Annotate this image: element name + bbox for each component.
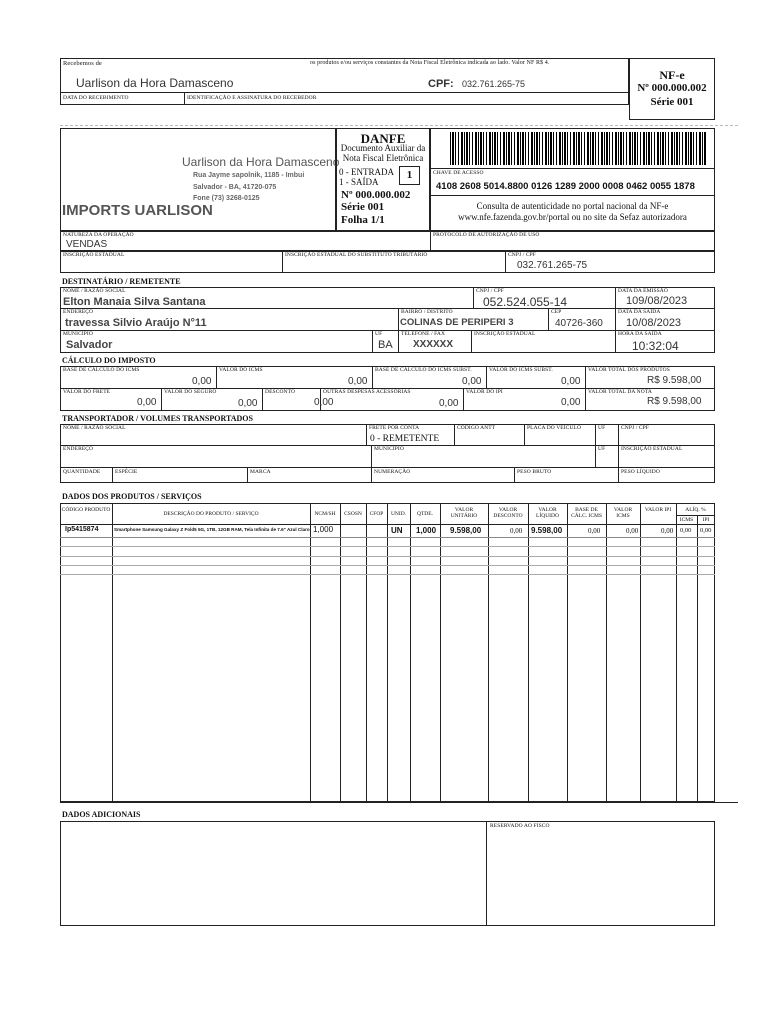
protocolo-label: PROTOCOLO DE AUTORIZAÇÃO DE USO [433, 232, 540, 238]
dest-cnpj: 052.524.055-14 [483, 295, 568, 309]
dest-emissao: 109/08/2023 [626, 295, 688, 307]
row-base: 0,00 [588, 527, 601, 535]
emit-cnpj-label: CNPJ / CPF [508, 252, 536, 258]
th-base: BASE DE CÁLC. ICMS [571, 507, 602, 519]
row-aliq-ipi: 0,00 [700, 527, 712, 534]
th-descricao: DESCRIÇÃO DO PRODUTO / SERVIÇO [163, 511, 259, 517]
th-ipi: VALOR IPI [644, 507, 672, 513]
transp-endereco-label: ENDEREÇO [63, 446, 94, 452]
base-st: 0,00 [462, 376, 482, 387]
th-aliq: ALÍQ. % [685, 507, 706, 513]
base-icms: 0,00 [192, 376, 212, 387]
ie-label: INSCRIÇÃO ESTADUAL [63, 252, 125, 258]
dest-hora: 10:32:04 [632, 339, 679, 353]
th-icms: VALOR ICMS [613, 507, 633, 519]
dest-hora-label: HORA DA SAÍDA [618, 331, 662, 337]
dest-uf-label: UF [375, 331, 383, 337]
transp-nome-label: NOME / RAZÃO SOCIAL [63, 425, 126, 431]
danfe-subtitle2: Nota Fiscal Eletrônica [342, 153, 424, 163]
th-aliq-icms: ICMS [679, 517, 694, 523]
outras-label: OUTRAS DESPESAS ACESSÓRIAS [323, 389, 411, 395]
adicionais-box [60, 821, 715, 926]
marca-label: MARCA [250, 469, 271, 475]
canhoto-nfe-title: NF-e [659, 68, 685, 82]
transp-antt-label: CÓDIGO ANTT [457, 425, 496, 431]
ie-st-label: INSCRIÇÃO ESTADUAL DO SUBSTITUTO TRIBUTÁRIO [285, 252, 428, 258]
dest-nome: Elton Manaia Silva Santana [63, 296, 206, 308]
imposto-section: CÁLCULO DO IMPOSTO [62, 356, 156, 365]
produtos-section: DADOS DOS PRODUTOS / SERVIÇOS [62, 492, 202, 501]
row-unitario: 9.598,00 [450, 526, 482, 535]
dest-cep-label: CEP [551, 309, 562, 315]
reservado-label: RESERVADO AO FISCO [490, 823, 550, 829]
dest-telefone: XXXXXX [413, 339, 454, 350]
chave-label: CHAVE DE ACESSO [433, 170, 484, 176]
emitente-endereco: Rua Jayme sapolnik, 1185 - Imbui [193, 172, 305, 179]
emitente-cidade: Salvador - BA, 41720-075 [193, 184, 277, 191]
valor-icms: 0,00 [348, 376, 368, 387]
total-produtos-label: VALOR TOTAL DOS PRODUTOS [588, 367, 670, 373]
frete: 0,00 [137, 397, 157, 408]
dest-endereco-label: ENDEREÇO [63, 309, 94, 315]
recebemos-text: os produtos e/ou serviços constantes da Nota Fiscal Eletrônica indicada ao lado. Valor NF R$ 4. [310, 60, 550, 66]
transp-cnpj-label: CNPJ / CPF [621, 425, 649, 431]
dest-cnpj-label: CNPJ / CPF [476, 288, 504, 294]
dest-cep: 40726-360 [555, 318, 603, 329]
desconto-label: DESCONTO [265, 389, 296, 395]
total-nota: R$ 9.598,00 [647, 396, 702, 407]
row-aliq-icms: 0,00 [680, 527, 692, 534]
danfe-entrada: 0 - ENTRADA [339, 167, 394, 177]
outras: 0,00 [439, 398, 459, 409]
peso-liquido-label: PESO LÍQUIDO [621, 469, 660, 475]
dest-emissao-label: DATA DA EMISSÃO [618, 288, 668, 294]
dest-municipio: Salvador [66, 339, 113, 351]
natureza-row [60, 231, 715, 251]
natureza-value: VENDAS [66, 239, 108, 250]
dest-ie-label: INSCRIÇÃO ESTADUAL [474, 331, 536, 337]
emitente-nome: Uarlison da Hora Damasceno [182, 155, 340, 169]
transp-uf-label: UF [598, 425, 606, 431]
row-ipi: 0,00 [661, 527, 674, 535]
qtd-label: QUANTIDADE [63, 469, 101, 475]
row-unid: UN [391, 526, 403, 535]
transp-frete-label: FRETE POR CONTA [369, 425, 420, 431]
destinatario-section: DESTINATÁRIO / REMETENTE [62, 277, 181, 286]
dest-saida: 10/08/2023 [626, 317, 682, 329]
especie-label: ESPÉCIE [115, 469, 138, 475]
ipi: 0,00 [561, 397, 581, 408]
row-liquido: 9.598,00 [531, 526, 563, 535]
total-nota-label: VALOR TOTAL DA NOTA [588, 389, 652, 395]
dest-endereco: travessa Silvio Araújo N°11 [65, 317, 207, 329]
row-qtde: 1,000 [416, 526, 437, 535]
peso-bruto-label: PESO BRUTO [517, 469, 552, 475]
row-codigo: Ip5415874 [65, 526, 99, 533]
emit-cnpj-value: 032.761.265-75 [517, 260, 588, 271]
data-recebimento-label: DATA DO RECEBIMENTO [63, 95, 129, 101]
dest-uf: BA [378, 339, 393, 351]
th-qtde: QTDE. [416, 511, 434, 517]
th-aliq-ipi: IPI [702, 517, 710, 523]
row-desconto: 0,00 [510, 527, 523, 535]
th-cfop: CFOP [369, 511, 384, 517]
seguro: 0,00 [238, 398, 258, 409]
desconto: 0,00 [314, 397, 334, 408]
consulta-line1: Consulta de autenticidade no portal nacional da NF-e [476, 201, 669, 211]
ipi-label: VALOR DO IPI [466, 389, 503, 395]
danfe-subtitle1: Documento Auxiliar da [340, 143, 426, 153]
frete-label: VALOR DO FRETE [63, 389, 111, 395]
transp-frete: 0 - REMETENTE [370, 434, 440, 444]
dest-municipio-label: MUNICÍPIO [63, 331, 93, 337]
row-icms: 0,00 [626, 527, 639, 535]
th-unitario: VALOR UNITÁRIO [450, 507, 478, 519]
danfe-folha: Folha 1/1 [341, 214, 385, 226]
chave-acesso: 4108 2608 5014.8800 0126 1289 2000 0008 0462 0055 1878 [436, 181, 695, 192]
dest-nome-label: NOME / RAZÃO SOCIAL [63, 288, 126, 294]
transp-placa-label: PLACA DO VEÍCULO [527, 425, 582, 431]
danfe-title: DANFE [360, 131, 406, 146]
recebemos-label: Recebemos de [63, 60, 102, 67]
emitente-fone: Fone (73) 3268-0125 [193, 195, 260, 202]
seguro-label: VALOR DO SEGURO [164, 389, 217, 395]
canhoto-cpf-value: 032.761.265-75 [462, 79, 526, 89]
numeracao-label: NUMERAÇÃO [374, 469, 411, 475]
danfe-saida: 1 - SAÍDA [339, 177, 379, 187]
danfe-numero: Nº 000.000.002 [341, 189, 411, 201]
th-ncm: NCM/SH [314, 511, 336, 517]
emitente-empresa: IMPORTS UARLISON [62, 202, 213, 219]
th-desconto: VALOR DESCONTO [493, 507, 523, 519]
th-codigo: CÓDIGO PRODUTO [61, 507, 111, 513]
base-icms-label: BASE DE CÁLCULO DO ICMS [63, 367, 140, 373]
th-liquido: VALOR LÍQUIDO [536, 507, 559, 519]
dest-bairro: COLINAS DE PERIPERI 3 [400, 317, 514, 328]
base-st-label: BASE DE CÁLCULO DO ICMS SUBST. [375, 367, 472, 373]
danfe-tipo: 1 [406, 169, 413, 181]
th-unid: UNID. [390, 511, 407, 517]
dest-telefone-label: TELEFONE / FAX [401, 331, 446, 337]
row-descricao: Smartphone Samsung Galaxy Z Fold5 5G, 1TB, 12GB RAM, Tela Infinita de 7.6" Azul Claro [114, 527, 310, 532]
transp-municipio-label: MUNICÍPIO [374, 446, 404, 452]
natureza-label: NATUREZA DA OPERAÇÃO [63, 232, 134, 238]
identificacao-label: IDENTIFICAÇÃO E ASSINATURA DO RECEBEDOR [187, 95, 317, 101]
cut-line [60, 125, 738, 126]
th-csosn: CSOSN [344, 511, 362, 517]
canhoto-emitente-nome: Uarlison da Hora Damasceno [76, 76, 234, 90]
valor-st-label: VALOR DO ICMS SUBST. [489, 367, 553, 373]
valor-icms-label: VALOR DO ICMS [219, 367, 263, 373]
adicionais-section: DADOS ADICIONAIS [62, 810, 141, 819]
dest-saida-label: DATA DA SAÍDA [618, 309, 661, 315]
row-ncm: 1,000 [313, 525, 334, 534]
danfe-serie: Série 001 [341, 201, 385, 213]
consulta-line2: www.nfe.fazenda.gov.br/portal ou no site da Sefaz autorizadora [458, 212, 687, 222]
barcode [450, 132, 706, 165]
canhoto-cpf-label: CPF: [428, 78, 454, 90]
canhoto-nfe-numero: Nº 000.000.002 [637, 82, 707, 94]
transp-ie-label: INSCRIÇÃO ESTADUAL [621, 446, 683, 452]
canhoto-nfe-serie: Série 001 [650, 96, 694, 108]
total-produtos: R$ 9.598,00 [647, 375, 702, 386]
valor-st: 0,00 [561, 376, 581, 387]
transportador-section: TRANSPORTADOR / VOLUMES TRANSPORTADOS [62, 414, 253, 423]
transp-uf2-label: UF [598, 446, 606, 452]
dest-bairro-label: BAIRRO / DISTRITO [401, 309, 453, 315]
